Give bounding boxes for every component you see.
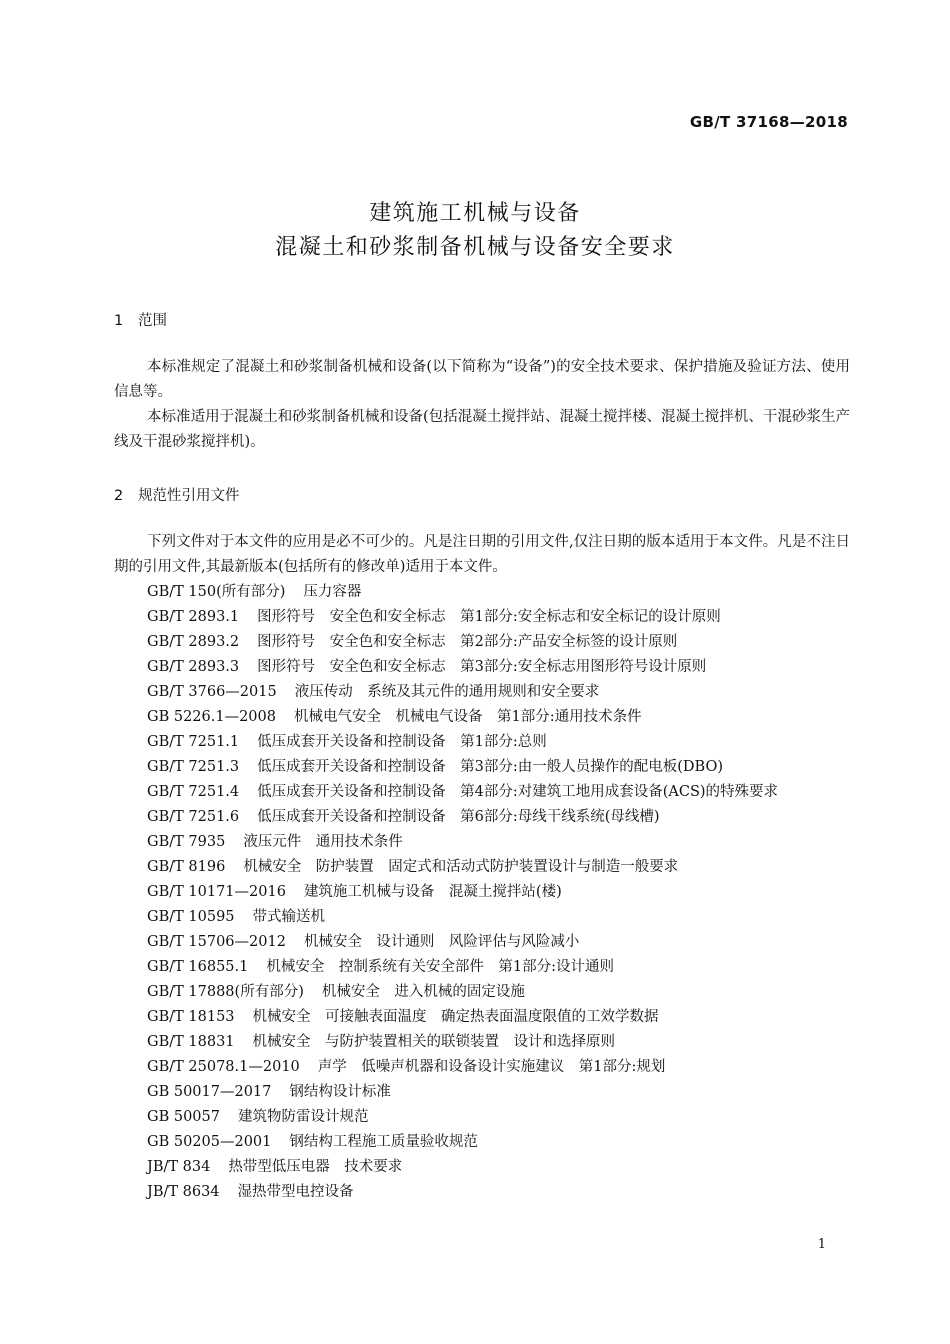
reference-item <box>114 780 850 805</box>
reference-item <box>114 1005 850 1030</box>
reference-title: 低压成套开关设备和控制设备 第4部分:对建筑工地用成套设备(ACS)的特殊要求 <box>257 784 779 800</box>
reference-title: 湿热带型电控设备 <box>237 1184 354 1200</box>
reference-item <box>114 1155 850 1180</box>
reference-item <box>114 930 850 955</box>
reference-title: 建筑施工机械与设备 混凝土搅拌站(楼) <box>303 884 562 900</box>
reference-title: 液压传动 系统及其元件的通用规则和安全要求 <box>294 684 600 700</box>
reference-item <box>114 1080 850 1105</box>
reference-item <box>114 655 850 680</box>
reference-title: 机械安全 进入机械的固定设施 <box>321 984 525 1000</box>
reference-item <box>114 855 850 880</box>
page-number: 1 <box>817 1237 826 1252</box>
reference-title: 建筑物防雷设计规范 <box>237 1109 369 1125</box>
reference-title: 图形符号 安全色和安全标志 第3部分:安全标志用图形符号设计原则 <box>257 659 707 675</box>
reference-item <box>114 1055 850 1080</box>
reference-code: GB/T 17888(所有部分) <box>147 984 304 1000</box>
reference-code: GB/T 2893.3 <box>147 659 240 675</box>
reference-code: GB/T 18153 <box>147 1009 235 1025</box>
reference-item <box>114 755 850 780</box>
reference-title: 机械安全 可接触表面温度 确定热表面温度限值的工效学数据 <box>252 1009 659 1025</box>
reference-item <box>114 1180 850 1205</box>
reference-title: 低压成套开关设备和控制设备 第6部分:母线干线系统(母线槽) <box>257 809 660 825</box>
reference-title: 压力容器 <box>303 584 362 600</box>
reference-title: 钢结构工程施工质量验收规范 <box>289 1134 478 1150</box>
reference-code: GB/T 18831 <box>147 1034 235 1050</box>
reference-title: 机械安全 防护装置 固定式和活动式防护装置设计与制造一般要求 <box>243 859 679 875</box>
reference-item <box>114 1130 850 1155</box>
reference-code: GB/T 15706—2012 <box>147 934 286 950</box>
reference-title: 钢结构设计标准 <box>289 1084 391 1100</box>
reference-title: 热带型低压电器 技术要求 <box>228 1159 403 1175</box>
reference-code: GB/T 7935 <box>147 834 226 850</box>
reference-list <box>114 580 850 1205</box>
reference-title: 声学 低噪声机器和设备设计实施建议 第1部分:规划 <box>317 1059 666 1075</box>
reference-item <box>114 1105 850 1130</box>
reference-title: 液压元件 通用技术条件 <box>243 834 403 850</box>
reference-code: GB/T 2893.1 <box>147 609 240 625</box>
reference-code: GB 50017—2017 <box>147 1084 272 1100</box>
reference-title: 低压成套开关设备和控制设备 第3部分:由一般人员操作的配电板(DBO) <box>257 759 724 775</box>
reference-code: GB/T 7251.1 <box>147 734 240 750</box>
reference-code: JB/T 834 <box>147 1159 211 1175</box>
document-title-line1: 建筑施工机械与设备 <box>369 201 581 226</box>
reference-item <box>114 955 850 980</box>
reference-item <box>114 805 850 830</box>
reference-item <box>114 580 850 605</box>
document-title-line2: 混凝土和砂浆制备机械与设备安全要求 <box>275 235 675 260</box>
reference-code: GB/T 16855.1 <box>147 959 249 975</box>
reference-item <box>114 1030 850 1055</box>
section-number: 1 <box>114 313 124 329</box>
reference-title: 图形符号 安全色和安全标志 第2部分:产品安全标签的设计原则 <box>257 634 678 650</box>
reference-code: GB/T 7251.6 <box>147 809 240 825</box>
section-title: 范围 <box>138 313 167 329</box>
references-intro-paragraph: 下列文件对于本文件的应用是必不可少的。凡是注日期的引用文件,仅注日期的版本适用于本文件。凡是不注日期的引用文件,其最新版本(包括所有的修改单)适用于本文件。 <box>114 534 850 575</box>
reference-item <box>114 730 850 755</box>
reference-title: 图形符号 安全色和安全标志 第1部分:安全标志和安全标记的设计原则 <box>257 609 721 625</box>
reference-code: GB 50057 <box>147 1109 220 1125</box>
reference-item <box>114 630 850 655</box>
reference-code: GB/T 7251.4 <box>147 784 240 800</box>
reference-code: GB 5226.1—2008 <box>147 709 276 725</box>
reference-code: GB/T 2893.2 <box>147 634 240 650</box>
reference-code: GB/T 7251.3 <box>147 759 240 775</box>
reference-code: GB/T 10171—2016 <box>147 884 286 900</box>
reference-title: 低压成套开关设备和控制设备 第1部分:总则 <box>257 734 547 750</box>
reference-code: GB/T 150(所有部分) <box>147 584 286 600</box>
reference-code: GB/T 25078.1—2010 <box>147 1059 300 1075</box>
reference-title: 机械安全 设计通则 风险评估与风险减小 <box>303 934 580 950</box>
reference-code: GB 50205—2001 <box>147 1134 272 1150</box>
reference-code: GB/T 3766—2015 <box>147 684 277 700</box>
reference-item <box>114 680 850 705</box>
reference-title: 机械电气安全 机械电气设备 第1部分:通用技术条件 <box>294 709 642 725</box>
section-number: 2 <box>114 488 124 504</box>
reference-item <box>114 980 850 1005</box>
reference-code: JB/T 8634 <box>147 1184 220 1200</box>
reference-item <box>114 605 850 630</box>
section-heading-normative-references <box>114 484 240 505</box>
section-heading-scope <box>114 309 167 330</box>
section-title: 规范性引用文件 <box>138 488 240 504</box>
reference-title: 机械安全 与防护装置相关的联锁装置 设计和选择原则 <box>252 1034 616 1050</box>
reference-item <box>114 705 850 730</box>
reference-item <box>114 905 850 930</box>
reference-title: 带式输送机 <box>252 909 326 925</box>
standard-number: GB/T 37168—2018 <box>689 113 848 131</box>
reference-item <box>114 880 850 905</box>
scope-paragraph-2: 本标准适用于混凝土和砂浆制备机械和设备(包括混凝土搅拌站、混凝土搅拌楼、混凝土搅拌机、干混砂浆生产线及干混砂浆搅拌机)。 <box>114 409 850 450</box>
reference-item <box>114 830 850 855</box>
scope-paragraph-1: 本标准规定了混凝土和砂浆制备机械和设备(以下简称为“设备”)的安全技术要求、保护措施及验证方法、使用信息等。 <box>114 359 850 400</box>
reference-code: GB/T 10595 <box>147 909 235 925</box>
reference-title: 机械安全 控制系统有关安全部件 第1部分:设计通则 <box>266 959 614 975</box>
reference-code: GB/T 8196 <box>147 859 226 875</box>
